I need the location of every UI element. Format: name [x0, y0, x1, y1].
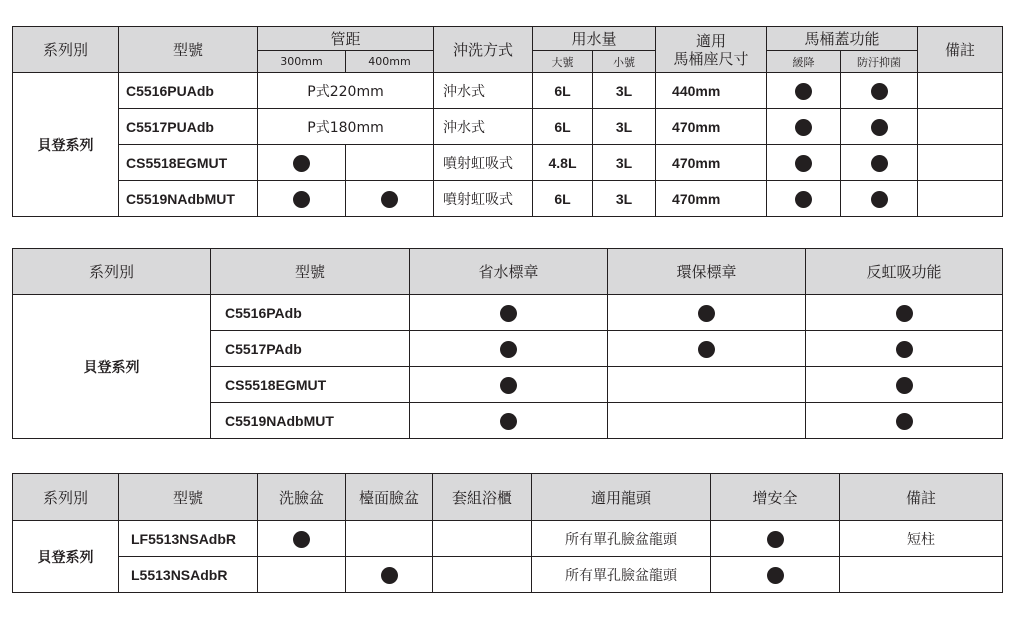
header-water-saving: 省水標章 [410, 249, 608, 295]
flush-cell: 噴射虹吸式 [434, 145, 533, 181]
safety-cell [711, 557, 840, 593]
toilet-spec-table [12, 26, 1003, 217]
header-cabinet-set: 套組浴櫃 [433, 474, 532, 521]
model-cell: C5519NAdbMUT [211, 403, 410, 439]
header-spacing: 管距 [258, 27, 434, 51]
filled-circle-icon [698, 305, 715, 322]
anti-siphon-cell [806, 367, 1003, 403]
filled-circle-icon [293, 531, 310, 548]
filled-circle-icon [293, 155, 310, 172]
large-cell: 6L [533, 73, 593, 109]
filled-circle-icon [500, 305, 517, 322]
header-remarks: 備註 [840, 474, 1003, 521]
header-basin: 洗臉盆 [258, 474, 346, 521]
flush-cell: 噴射虹吸式 [434, 181, 533, 217]
soft-close-cell [767, 73, 841, 109]
anti-siphon-cell [806, 403, 1003, 439]
small-cell: 3L [593, 73, 656, 109]
remark-cell [918, 73, 1003, 109]
header-water-small: 小號 [593, 51, 656, 73]
seat-cell: 440mm [656, 73, 767, 109]
flush-cell: 沖水式 [434, 109, 533, 145]
header-flush-method: 沖洗方式 [434, 27, 533, 73]
filled-circle-icon [896, 341, 913, 358]
series-cell: 貝登系列 [13, 73, 119, 217]
antibacterial-cell [841, 181, 918, 217]
green-cell [608, 295, 806, 331]
spacing-400-cell [346, 181, 434, 217]
counter-basin-cell [346, 521, 433, 557]
remark-cell [840, 557, 1003, 593]
header-counter-basin: 檯面臉盆 [346, 474, 433, 521]
filled-circle-icon [795, 119, 812, 136]
antibacterial-cell [841, 109, 918, 145]
header-model: 型號 [211, 249, 410, 295]
faucet-cell: 所有單孔臉盆龍頭 [532, 557, 711, 593]
header-safety: 增安全 [711, 474, 840, 521]
soft-close-cell [767, 145, 841, 181]
water-saving-cell [410, 331, 608, 367]
cabinet-set-cell [433, 521, 532, 557]
small-cell: 3L [593, 145, 656, 181]
header-series: 系列別 [13, 27, 119, 73]
filled-circle-icon [381, 567, 398, 584]
water-saving-cell [410, 295, 608, 331]
header-anti-siphon: 反虹吸功能 [806, 249, 1003, 295]
antibacterial-cell [841, 73, 918, 109]
seat-cell: 470mm [656, 109, 767, 145]
filled-circle-icon [293, 191, 310, 208]
header-lid-soft-close: 緩降 [767, 51, 841, 73]
filled-circle-icon [500, 377, 517, 394]
model-cell: C5517PUAdb [119, 109, 258, 145]
remark-cell [918, 145, 1003, 181]
basin-spec-table [12, 473, 1003, 593]
filled-circle-icon [381, 191, 398, 208]
header-seat-size [656, 27, 767, 73]
small-cell: 3L [593, 109, 656, 145]
seat-cell: 470mm [656, 145, 767, 181]
filled-circle-icon [698, 341, 715, 358]
large-cell: 4.8L [533, 145, 593, 181]
cabinet-set-cell [433, 557, 532, 593]
large-cell: 6L [533, 109, 593, 145]
spacing-text-cell: P式180mm [258, 109, 434, 145]
filled-circle-icon [795, 83, 812, 100]
model-cell: L5513NSAdbR [119, 557, 258, 593]
header-series: 系列別 [13, 249, 211, 295]
header-lid-antibacterial: 防汙抑菌 [841, 51, 918, 73]
large-cell: 6L [533, 181, 593, 217]
table-row [13, 521, 1003, 557]
seat-cell: 470mm [656, 181, 767, 217]
filled-circle-icon [871, 191, 888, 208]
series-cell: 貝登系列 [13, 295, 211, 439]
green-cell [608, 331, 806, 367]
table-row [13, 557, 1003, 593]
header-remarks: 備註 [918, 27, 1003, 73]
header-model: 型號 [119, 474, 258, 521]
filled-circle-icon [767, 531, 784, 548]
filled-circle-icon [795, 191, 812, 208]
certification-table [12, 248, 1003, 439]
green-cell [608, 403, 806, 439]
header-lid-function: 馬桶蓋功能 [767, 27, 918, 51]
header-green: 環保標章 [608, 249, 806, 295]
antibacterial-cell [841, 145, 918, 181]
spacing-400-cell [346, 145, 434, 181]
remark-cell [918, 109, 1003, 145]
filled-circle-icon [896, 305, 913, 322]
safety-cell [711, 521, 840, 557]
model-cell: C5517PAdb [211, 331, 410, 367]
small-cell: 3L [593, 181, 656, 217]
filled-circle-icon [500, 341, 517, 358]
anti-siphon-cell [806, 331, 1003, 367]
counter-basin-cell [346, 557, 433, 593]
spacing-300-cell [258, 145, 346, 181]
header-seat-size-line1: 適用 [696, 31, 727, 50]
soft-close-cell [767, 109, 841, 145]
flush-cell: 沖水式 [434, 73, 533, 109]
header-model: 型號 [119, 27, 258, 73]
model-cell: CS5518EGMUT [211, 367, 410, 403]
filled-circle-icon [871, 119, 888, 136]
header-series: 系列別 [13, 474, 119, 521]
anti-siphon-cell [806, 295, 1003, 331]
green-cell [608, 367, 806, 403]
header-spacing-300: 300mm [258, 51, 346, 73]
model-cell: C5519NAdbMUT [119, 181, 258, 217]
header-faucet: 適用龍頭 [532, 474, 711, 521]
header-water-large: 大號 [533, 51, 593, 73]
filled-circle-icon [896, 413, 913, 430]
filled-circle-icon [795, 155, 812, 172]
model-cell: C5516PAdb [211, 295, 410, 331]
model-cell: C5516PUAdb [119, 73, 258, 109]
basin-cell [258, 521, 346, 557]
water-saving-cell [410, 367, 608, 403]
table-row [13, 73, 1003, 109]
series-cell: 貝登系列 [13, 521, 119, 593]
basin-cell [258, 557, 346, 593]
filled-circle-icon [871, 155, 888, 172]
spacing-text-cell: P式220mm [258, 73, 434, 109]
remark-cell: 短柱 [840, 521, 1003, 557]
spacing-300-cell [258, 181, 346, 217]
header-water-usage: 用水量 [533, 27, 656, 51]
filled-circle-icon [871, 83, 888, 100]
header-seat-size-line2: 馬桶座尺寸 [673, 49, 749, 68]
table-row [13, 109, 1003, 145]
filled-circle-icon [500, 413, 517, 430]
model-cell: CS5518EGMUT [119, 145, 258, 181]
table-row [13, 145, 1003, 181]
soft-close-cell [767, 181, 841, 217]
remark-cell [918, 181, 1003, 217]
water-saving-cell [410, 403, 608, 439]
filled-circle-icon [896, 377, 913, 394]
table-row [13, 295, 1003, 331]
filled-circle-icon [767, 567, 784, 584]
table-row [13, 181, 1003, 217]
faucet-cell: 所有單孔臉盆龍頭 [532, 521, 711, 557]
model-cell: LF5513NSAdbR [119, 521, 258, 557]
header-spacing-400: 400mm [346, 51, 434, 73]
